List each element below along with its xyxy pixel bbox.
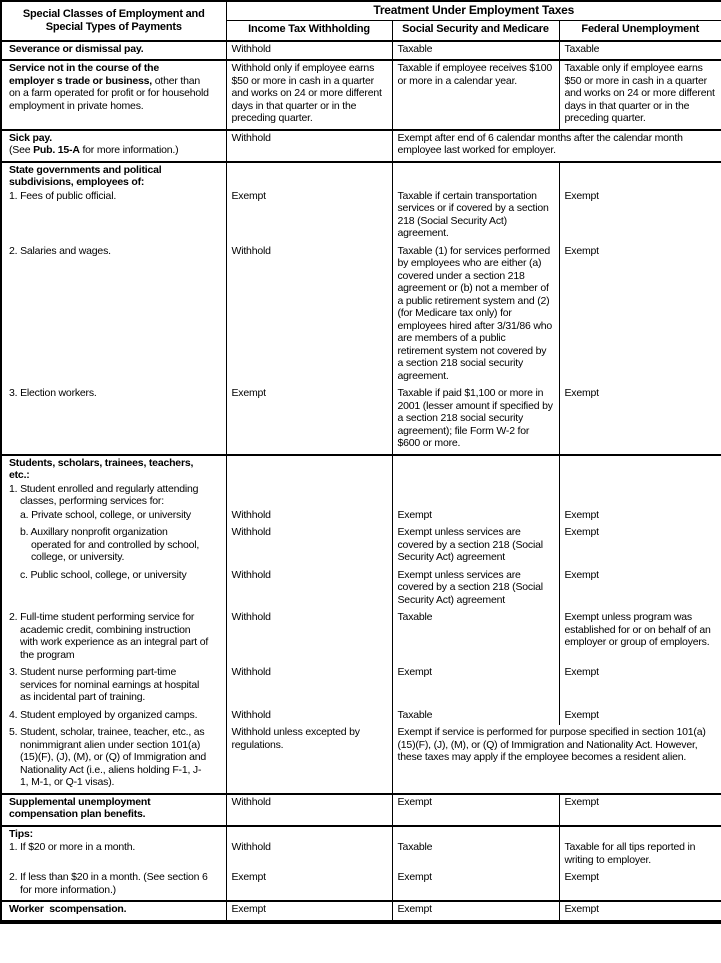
students-nurse-label: 3. Student nurse performing part-time services for nominal earnings at hospital as incidental part of training.	[9, 666, 200, 703]
students-nurse-label-cell	[1, 665, 226, 708]
row-stategov-election	[1, 386, 721, 455]
empty-cell	[559, 162, 721, 189]
students-private-label-cell	[1, 508, 226, 526]
students-camps-ssm: Taxable	[392, 708, 559, 726]
students-public-label: c. Public school, college, or university	[20, 568, 187, 581]
stategov-election-label: 3. Election workers.	[9, 387, 97, 399]
workers-comp-itw: Exempt	[226, 901, 392, 922]
sick-pay-label-cell	[1, 130, 226, 162]
stategov-fees-ssm: Taxable if certain transportation services or if covered by a section 218 (Social Security Act) agreement.	[392, 189, 559, 244]
empty-cell	[392, 455, 559, 482]
row-severance	[1, 41, 721, 61]
supplemental-futa: Exempt	[559, 794, 721, 826]
workers-comp-ssm: Exempt	[392, 901, 559, 922]
students-camps-futa: Exempt	[559, 708, 721, 726]
service-futa: Taxable only if employee earns $50 or more in cash in a quarter and works on 24 or more different days in that quarter or in the preceding quarter.	[559, 60, 721, 130]
workers-comp-futa: Exempt	[559, 901, 721, 922]
stategov-header-cell	[1, 162, 226, 189]
students-private-futa: Exempt	[559, 508, 721, 526]
students-auxillary-label: b. Auxillary nonprofit organization operated for and controlled by school, college, or university.	[20, 526, 200, 563]
students-nonimmigrant-itw: Withhold unless excepted by regulations.	[226, 725, 392, 794]
tips-1-label: 1. If $20 or more in a month.	[9, 841, 136, 853]
students-nonimmigrant-merged: Exempt if service is performed for purpose specified in section 101(a)(15)(F), (J), (M), or (Q) of Immigration and Nationality Act. However, these taxes may apply if the employee becomes a resident alien.	[392, 725, 721, 794]
tips-1-ssm: Taxable	[392, 840, 559, 870]
row-students-public-school	[1, 568, 721, 611]
students-nurse-itw: Withhold	[226, 665, 392, 708]
tips-1-label-cell	[1, 840, 226, 870]
row-students-auxillary	[1, 525, 721, 568]
students-nonimmigrant-label-cell	[1, 725, 226, 794]
students-header: Students, scholars, trainees, teachers, etc.:	[9, 456, 194, 481]
row-stategov-header	[1, 162, 721, 189]
sick-pay-itw: Withhold	[226, 130, 392, 162]
row-workers-compensation	[1, 901, 721, 922]
students-fulltime-ssm: Taxable	[392, 610, 559, 665]
stategov-salaries-itw: Withhold	[226, 244, 392, 387]
stategov-fees-futa: Exempt	[559, 189, 721, 244]
row-tips-20-or-more	[1, 840, 721, 870]
stategov-fees-label: 1. Fees of public official.	[9, 189, 117, 202]
sick-pay-merged: Exempt after end of 6 calendar months after the calendar month employee last worked for employer.	[392, 130, 721, 162]
row-tips-less-than-20	[1, 870, 721, 901]
students-public-itw: Withhold	[226, 568, 392, 611]
students-auxillary-label-cell	[1, 525, 226, 568]
students-nurse-futa: Exempt	[559, 665, 721, 708]
students-fulltime-futa: Exempt unless program was established for or on behalf of an employer or group of employers.	[559, 610, 721, 665]
tips-2-label: 2. If less than $20 in a month. (See section 6 for more information.)	[9, 871, 208, 896]
supplemental-ssm: Exempt	[392, 794, 559, 826]
stategov-salaries-label-cell	[1, 244, 226, 387]
severance-itw: Withhold	[226, 41, 392, 61]
students-public-futa: Exempt	[559, 568, 721, 611]
sick-pay-note-suffix: for more information.)	[79, 144, 179, 156]
header-row-top	[1, 1, 721, 20]
header-col-social-security-medicare: Social Security and Medicare	[392, 20, 559, 41]
row-supplemental	[1, 794, 721, 826]
stategov-salaries-ssm: Taxable (1) for services performed by employees who are either (a) covered under a section 218 agreement or (b) not a member of a public retirement system and (2) (for Medicare tax only) for employees hired after 3/31/86 who are members of a public retirement system not covered by a section 218 social security agreement.	[392, 244, 559, 387]
students-camps-itw: Withhold	[226, 708, 392, 726]
supplemental-label-cell	[1, 794, 226, 826]
service-ssm: Taxable if employee receives $100 or more in a calendar year.	[392, 60, 559, 130]
workers-comp-label-cell	[1, 901, 226, 922]
stategov-election-itw: Exempt	[226, 386, 392, 455]
sick-pay-title: Sick pay.	[9, 131, 52, 144]
stategov-salaries-futa: Exempt	[559, 244, 721, 387]
stategov-election-label-cell	[1, 386, 226, 455]
supplemental-label: Supplemental unemployment compensation plan benefits.	[9, 795, 151, 820]
row-students-intro	[1, 482, 721, 508]
row-students-nurse	[1, 665, 721, 708]
row-students-private-school	[1, 508, 721, 526]
empty-cell	[226, 482, 392, 508]
tips-2-label-cell	[1, 870, 226, 901]
row-students-camps	[1, 708, 721, 726]
tips-1-futa: Taxable for all tips reported in writing to employer.	[559, 840, 721, 870]
students-public-ssm: Exempt unless services are covered by a section 218 (Social Security Act) agreement	[392, 568, 559, 611]
students-fulltime-label-cell	[1, 610, 226, 665]
empty-cell	[392, 826, 559, 841]
sick-pay-note-prefix: (See	[9, 144, 34, 156]
row-students-nonimmigrant	[1, 725, 721, 794]
severance-futa: Taxable	[559, 41, 721, 61]
students-nurse-ssm: Exempt	[392, 665, 559, 708]
sick-pay-pub-ref: Pub. 15-A	[33, 144, 80, 156]
header-special-classes: Special Classes of Employment and Special Types of Payments	[1, 1, 226, 41]
students-auxillary-itw: Withhold	[226, 525, 392, 568]
students-camps-label: 4. Student employed by organized camps.	[9, 708, 198, 721]
tips-header: Tips:	[9, 827, 33, 840]
service-label-rest: other than on a farm operated for profit or for household employment in private homes.	[9, 74, 209, 112]
stategov-election-ssm: Taxable if paid $1,100 or more in 2001 (lesser amount if specified by a section 218 social security agreement); file Form W-2 for $600 or more.	[392, 386, 559, 455]
students-private-ssm: Exempt	[392, 508, 559, 526]
tips-1-itw: Withhold	[226, 840, 392, 870]
students-private-label: a. Private school, college, or university	[20, 508, 191, 521]
students-fulltime-itw: Withhold	[226, 610, 392, 665]
stategov-fees-itw: Exempt	[226, 189, 392, 244]
row-students-fulltime	[1, 610, 721, 665]
students-camps-label-cell	[1, 708, 226, 726]
row-service-not-in-course	[1, 60, 721, 130]
severance-label: Severance or dismissal pay.	[9, 42, 144, 55]
students-intro: 1. Student enrolled and regularly attending classes, performing services for:	[9, 482, 199, 507]
students-public-label-cell	[1, 568, 226, 611]
header-treatment-title: Treatment Under Employment Taxes	[226, 1, 721, 20]
students-intro-cell	[1, 482, 226, 508]
supplemental-itw: Withhold	[226, 794, 392, 826]
stategov-salaries-label: 2. Salaries and wages.	[9, 244, 111, 257]
row-students-header	[1, 455, 721, 482]
tips-header-cell	[1, 826, 226, 841]
stategov-fees-label-cell	[1, 189, 226, 244]
severance-ssm: Taxable	[392, 41, 559, 61]
students-auxillary-ssm: Exempt unless services are covered by a section 218 (Social Security Act) agreement	[392, 525, 559, 568]
row-stategov-salaries	[1, 244, 721, 387]
empty-cell	[392, 162, 559, 189]
tips-2-futa: Exempt	[559, 870, 721, 901]
empty-cell	[226, 455, 392, 482]
empty-cell	[226, 826, 392, 841]
service-label-bold: Service not in the course of the employer s trade or business,	[9, 62, 159, 87]
workers-comp-label: Worker scompensation.	[9, 903, 127, 915]
empty-cell	[226, 162, 392, 189]
stategov-election-futa: Exempt	[559, 386, 721, 455]
students-header-cell	[1, 455, 226, 482]
empty-cell	[559, 455, 721, 482]
empty-cell	[559, 826, 721, 841]
row-sick-pay	[1, 130, 721, 162]
empty-cell	[392, 482, 559, 508]
header-col-income-tax-withholding: Income Tax Withholding	[226, 20, 392, 41]
header-col-federal-unemployment: Federal Unemployment	[559, 20, 721, 41]
tips-2-ssm: Exempt	[392, 870, 559, 901]
students-private-itw: Withhold	[226, 508, 392, 526]
severance-label-cell	[1, 41, 226, 61]
row-stategov-fees	[1, 189, 721, 244]
students-nonimmigrant-label: 5. Student, scholar, trainee, teacher, etc., as nonimmigrant alien under section 101(a)(15)(F), (J), (M), or (Q) of Immigration and Nationality Act (i.e., aliens holding F-1, J-1, M-1, or Q-1 visas).	[9, 726, 207, 788]
row-tips-header	[1, 826, 721, 841]
students-fulltime-label: 2. Full-time student performing service for academic credit, combining instruction with work experience as an integral part of the program	[9, 611, 209, 661]
stategov-header: State governments and political subdivisions, employees of:	[9, 163, 162, 188]
service-label-cell	[1, 60, 226, 130]
students-auxillary-futa: Exempt	[559, 525, 721, 568]
tips-2-itw: Exempt	[226, 870, 392, 901]
service-itw: Withhold only if employee earns $50 or more in cash in a quarter and works on 24 or more different days in that quarter or in the preceding quarter.	[226, 60, 392, 130]
empty-cell	[559, 482, 721, 508]
